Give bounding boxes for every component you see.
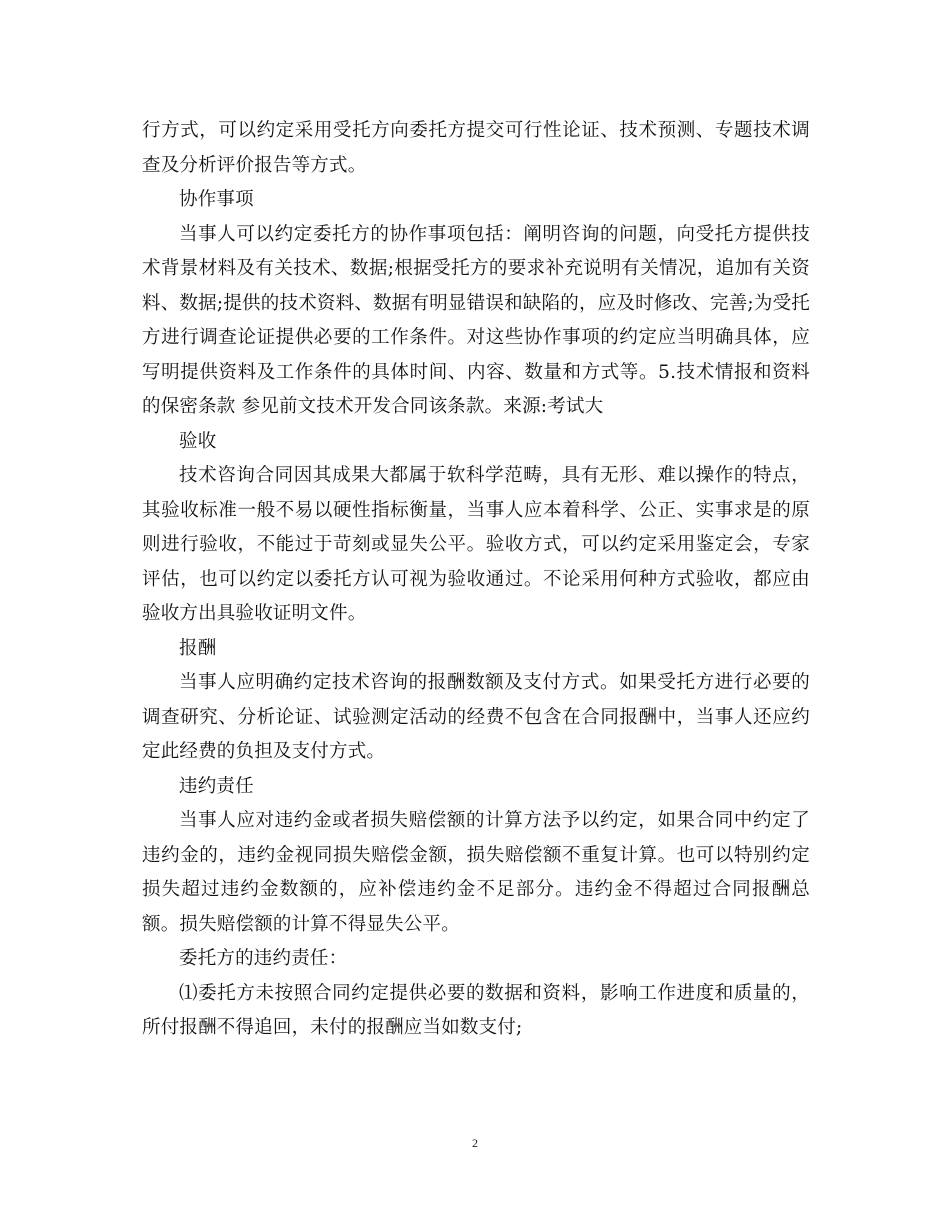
paragraph-continuation: 行方式，可以约定采用受托方向委托方提交可行性论证、技术预测、专题技术调查及分析评价报告等方式。 — [142, 120, 810, 176]
page-number: 2 — [472, 1136, 478, 1150]
paragraph-cooperation: 当事人可以约定委托方的协作事项包括：阐明咨询的问题，向受托方提供技术背景材料及有关技术、数据;根据受托方的要求补充说明有关情况，追加有关资料、数据;提供的技术资料、数据有明显错误和缺陷的，应及时修改、完善;为受托方进行调查论证提供必要的工作条件。对这些协作事项的约定应当明确具体，应写明提供资料及工作条件的具体时间、内容、数量和方式等。5.技术情报和资料的保密条款 参见前文技术开发合同该条款。来源:考试大 — [142, 223, 810, 417]
section-heading-acceptance: 验收 — [179, 430, 217, 452]
section-heading-client-liability: 委托方的违约责任： — [179, 948, 348, 969]
section-heading-cooperation: 协作事项 — [179, 189, 254, 210]
section-heading-remuneration: 报酬 — [179, 637, 217, 659]
paragraph-remuneration: 当事人应明确约定技术咨询的报酬数额及支付方式。如果受托方进行必要的调查研究、分析论证、试验测定活动的经费不包含在合同报酬中，当事人还应约定此经费的负担及支付方式。 — [142, 672, 810, 762]
section-heading-liability: 违约责任 — [179, 775, 254, 797]
paragraph-acceptance: 技术咨询合同因其成果大都属于软科学范畴，具有无形、难以操作的特点，其验收标准一般不易以硬性指标衡量，当事人应本着科学、公正、实事求是的原则进行验收，不能过于苛刻或显失公平。验收方式，可以约定采用鉴定会，专家评估，也可以约定以委托方认可视为验收通过。不论采用何种方式验收，都应由验收方出具验收证明文件。 — [142, 465, 810, 624]
paragraph-client-liability-1: ⑴委托方未按照合同约定提供必要的数据和资料，影响工作进度和质量的，所付报酬不得追回，未付的报酬应当如数支付; — [142, 982, 810, 1038]
paragraph-liability: 当事人应对违约金或者损失赔偿额的计算方法予以约定，如果合同中约定了违约金的，违约金视同损失赔偿金额，损失赔偿额不重复计算。也可以特别约定损失超过违约金数额的，应补偿违约金不足部分。违约金不得超过合同报酬总额。损失赔偿额的计算不得显失公平。 — [142, 810, 810, 935]
body-text — [142, 114, 810, 1046]
